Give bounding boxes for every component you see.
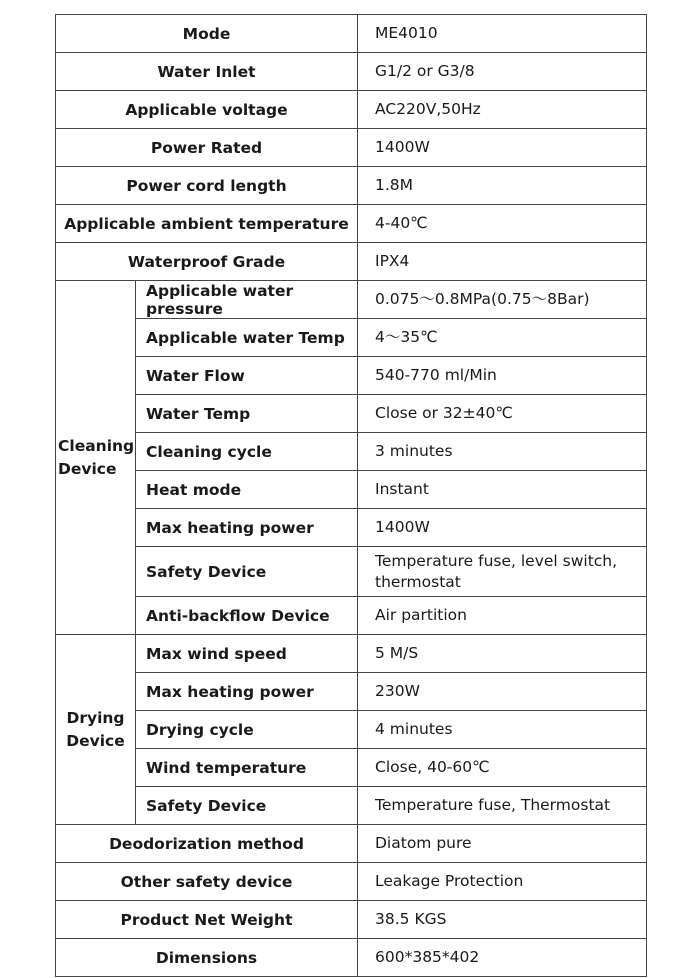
spec-value: 600*385*402: [358, 939, 647, 977]
table-row: [56, 15, 647, 53]
spec-label: Wind temperature: [136, 749, 358, 787]
spec-value: 5 M/S: [358, 635, 647, 673]
spec-label: Mode: [56, 15, 358, 53]
spec-label: Product Net Weight: [56, 901, 358, 939]
spec-label: Power cord length: [56, 167, 358, 205]
spec-value: Close or 32±40℃: [358, 395, 647, 433]
drying-device-group-label: Drying Device: [56, 635, 136, 825]
spec-value: 230W: [358, 673, 647, 711]
spec-value: 38.5 KGS: [358, 901, 647, 939]
table-row: [56, 749, 647, 787]
spec-label: Applicable voltage: [56, 91, 358, 129]
spec-table: [55, 14, 647, 977]
table-row: [56, 319, 647, 357]
spec-value: Air partition: [358, 597, 647, 635]
spec-label: Max heating power: [136, 673, 358, 711]
table-row: [56, 395, 647, 433]
table-row: [56, 635, 647, 673]
spec-label: Safety Device: [136, 787, 358, 825]
spec-value: Temperature fuse, level switch, thermostat: [358, 547, 647, 597]
spec-value: 1400W: [358, 509, 647, 547]
spec-value: 4-40℃: [358, 205, 647, 243]
table-row: [56, 673, 647, 711]
table-row: [56, 939, 647, 977]
spec-value: 1.8M: [358, 167, 647, 205]
spec-label: Applicable water Temp: [136, 319, 358, 357]
table-row: [56, 901, 647, 939]
spec-label: Anti-backflow Device: [136, 597, 358, 635]
spec-label: Max heating power: [136, 509, 358, 547]
table-row: [56, 509, 647, 547]
spec-value: Close, 40-60℃: [358, 749, 647, 787]
table-row: [56, 863, 647, 901]
cleaning-device-group-label: Cleaning Device: [56, 281, 136, 635]
spec-label: Deodorization method: [56, 825, 358, 863]
spec-value: 540-770 ml/Min: [358, 357, 647, 395]
spec-label: Drying cycle: [136, 711, 358, 749]
table-row: [56, 91, 647, 129]
table-row: [56, 53, 647, 91]
spec-label: Water Flow: [136, 357, 358, 395]
spec-label: Water Temp: [136, 395, 358, 433]
spec-value: Leakage Protection: [358, 863, 647, 901]
spec-value: Diatom pure: [358, 825, 647, 863]
table-row: [56, 597, 647, 635]
spec-label: Applicable water pressure: [136, 281, 358, 319]
spec-label: Dimensions: [56, 939, 358, 977]
spec-value: 1400W: [358, 129, 647, 167]
table-row: [56, 167, 647, 205]
spec-value: Temperature fuse, Thermostat: [358, 787, 647, 825]
spec-value: 4～35℃: [358, 319, 647, 357]
table-row: [56, 825, 647, 863]
spec-label: Max wind speed: [136, 635, 358, 673]
table-row: [56, 711, 647, 749]
spec-value: ME4010: [358, 15, 647, 53]
table-row: [56, 205, 647, 243]
table-row: [56, 433, 647, 471]
table-row: [56, 243, 647, 281]
spec-value: 4 minutes: [358, 711, 647, 749]
table-row: [56, 281, 647, 319]
table-row: [56, 471, 647, 509]
spec-label: Waterproof Grade: [56, 243, 358, 281]
spec-label: Other safety device: [56, 863, 358, 901]
spec-value: 0.075～0.8MPa(0.75～8Bar): [358, 281, 647, 319]
spec-value: AC220V,50Hz: [358, 91, 647, 129]
spec-label: Applicable ambient temperature: [56, 205, 358, 243]
spec-value: G1/2 or G3/8: [358, 53, 647, 91]
table-row: [56, 129, 647, 167]
spec-label: Water Inlet: [56, 53, 358, 91]
table-row: [56, 787, 647, 825]
spec-value: Instant: [358, 471, 647, 509]
spec-value: IPX4: [358, 243, 647, 281]
spec-label: Power Rated: [56, 129, 358, 167]
table-row: [56, 357, 647, 395]
spec-label: Safety Device: [136, 547, 358, 597]
spec-label: Cleaning cycle: [136, 433, 358, 471]
spec-label: Heat mode: [136, 471, 358, 509]
table-row: [56, 547, 647, 597]
spec-value: 3 minutes: [358, 433, 647, 471]
